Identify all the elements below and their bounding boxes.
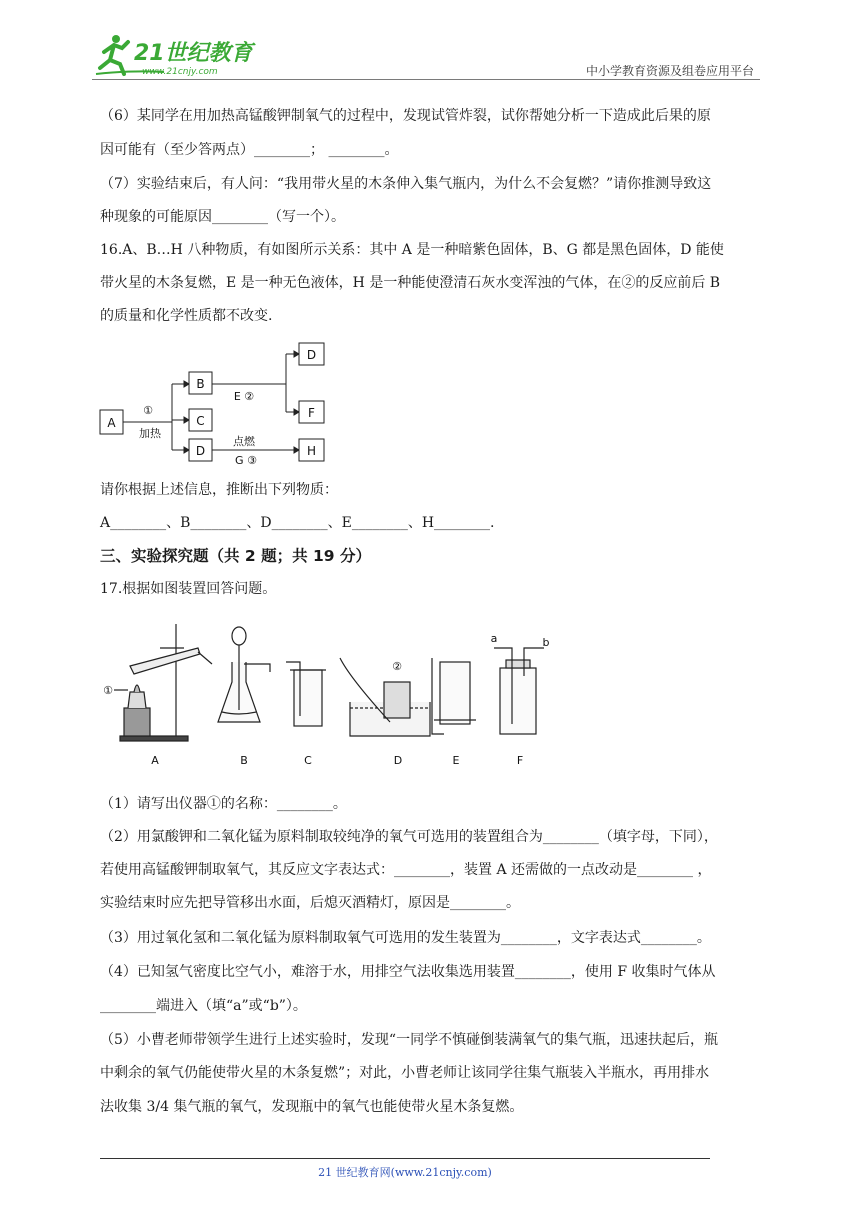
q6-line2: 因可能有（至少答两点）________； ________。 [100,142,399,158]
q6-line1: （6）某同学在用加热高锰酸钾制氧气的过程中，发现试管炸裂，试你帮她分析一下造成此后果的原 [100,108,711,124]
logo-text: 21世纪教育 [134,41,253,66]
box-c: C [196,414,205,428]
box-h: H [306,444,317,458]
port-a: a [490,632,498,645]
q16-line2: 带火星的木条复燃，E 是一种无色液体，H 是一种能使澄清石灰水变浑浊的气体，在②的反应前后 B [100,275,721,291]
q17-part2-line3: 实验结束时应先把导管移出水面，后熄灭酒精灯，原因是________。 [100,895,520,911]
marker-2: ② [392,660,402,673]
apparatus-label-d: D [393,754,403,767]
heat-label: 加热 [139,427,161,440]
q7-line2: 种现象的可能原因________（写一个）。 [100,209,345,225]
header-platform-title: 中小学教育资源及组卷应用平台 [585,64,754,78]
q16-line1: 16.A、B…H 八种物质，有如图所示关系：其中 A 是一种暗紫色固体，B、G 都是黑色固体，D 能使 [100,242,724,258]
apparatus-label-b: B [240,754,248,767]
q17-part1: （1）请写出仪器①的名称：________。 [100,796,347,812]
substance-relation-diagram [96,336,356,470]
apparatus-label-f: F [516,754,524,767]
lab-apparatus-figure [100,618,560,774]
box-a: A [107,416,116,430]
section-title-experiments: 三、实验探究题（共 2 题；共 19 分） [100,547,371,565]
q16-line3: 的质量和化学性质都不改变. [100,308,273,324]
logo-url: www.21cnjy.com [142,67,218,77]
box-b: B [196,377,205,391]
box-f: F [308,406,315,420]
apparatus-label-e: E [452,754,460,767]
box-d: D [195,444,206,458]
q17-part5-line2: 中剩余的氧气仍能使带火星的木条复燃”；对此，小曹老师让该同学往集气瓶装入半瓶水，再用排水 [100,1065,710,1081]
ignite-label: 点燃 [233,435,255,448]
q17-part5-line1: （5）小曹老师带领学生进行上述实验时，发现“一同学不慎碰倒装满氧气的集气瓶，迅速扶起后，瓶 [100,1032,719,1048]
g3-label: G ③ [235,454,257,467]
q17-part3: （3）用过氧化氢和二氧化锰为原料制取氧气可选用的发生装置为________，文字表达式________。 [100,930,711,946]
footer-link[interactable]: 21 世纪教育网(www.21cnjy.com) [318,1166,492,1179]
box-d-product: D [306,348,317,362]
q17-part4-line1: （4）已知氢气密度比空气小，难溶于水，用排空气法收集选用装置________，使用 F 收集时气体从 [100,964,716,980]
port-b: b [542,636,550,649]
q16-answer-blanks: A________、B________、D________、E________、H________. [100,515,495,531]
step1-label: ① [143,404,153,417]
e2-label: E ② [233,390,255,403]
q16-prompt: 请你根据上述信息，推断出下列物质： [100,482,338,498]
q17-part5-line3: 法收集 3/4 集气瓶的氧气，发现瓶中的氧气也能使带火星木条复燃。 [100,1099,524,1115]
q17-part2-line1: （2）用氯酸钾和二氧化锰为原料制取较纯净的氧气可选用的装置组合为________（填字母，下同）， [100,829,718,845]
apparatus-label-a: A [151,754,159,767]
site-logo [94,30,264,80]
q17-intro: 17.根据如图装置回答问题。 [100,581,277,597]
q17-part4-line2: ________端进入（填“a”或“b”）。 [100,998,307,1014]
marker-1: ① [103,684,113,697]
apparatus-label-c: C [304,754,312,767]
footer-divider [100,1158,710,1159]
q17-part2-line2: 若使用高锰酸钾制取氧气，其反应文字表达式：________，装置 A 还需做的一点改动是________ ， [100,862,712,878]
header-divider [92,79,760,80]
page-header [92,24,760,84]
q7-line1: （7）实验结束后，有人问：“我用带火星的木条伸入集气瓶内，为什么不会复燃？”请你推测导致这 [100,176,712,192]
